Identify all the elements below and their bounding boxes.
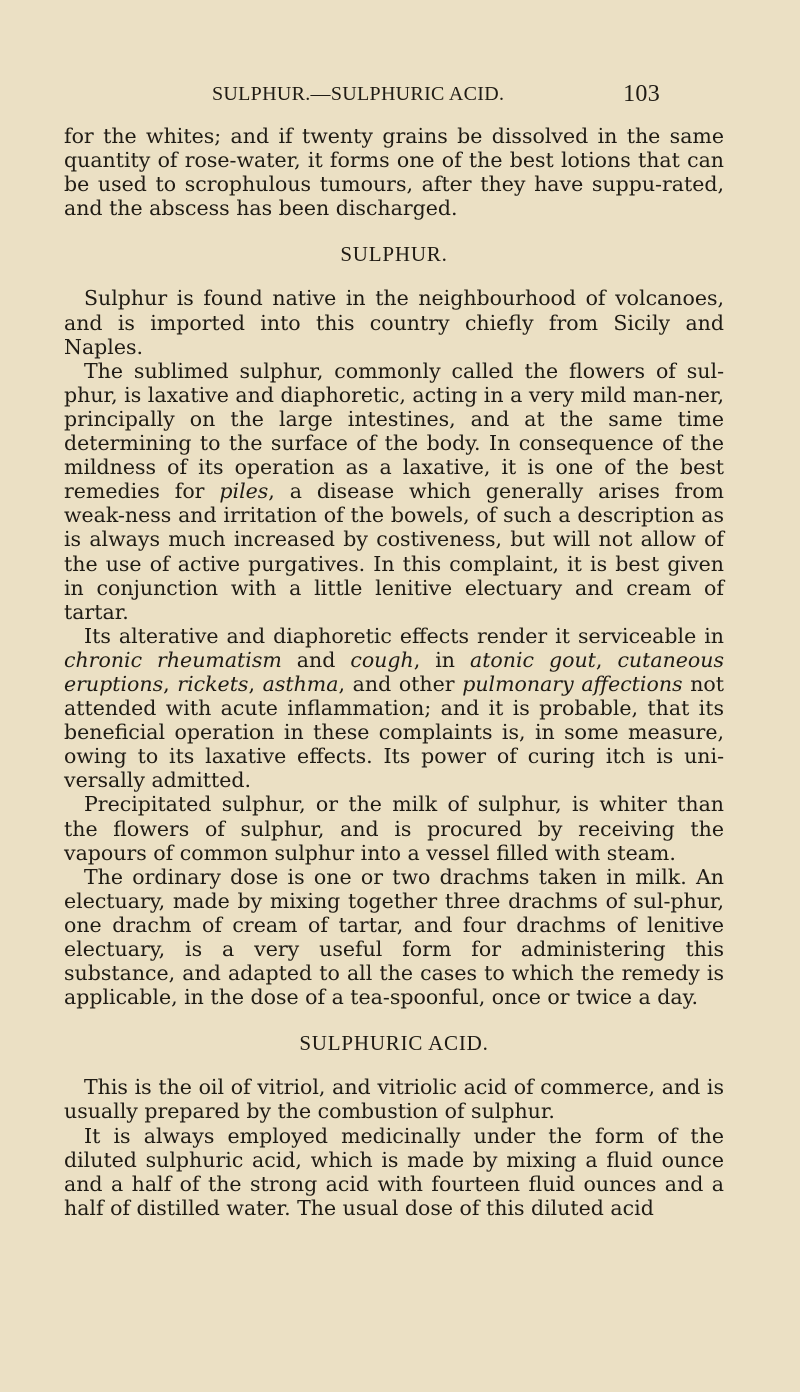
italic-term: cutaneous eruptions xyxy=(64,647,724,696)
text-segment: and xyxy=(281,647,351,672)
text-segment: , xyxy=(595,647,618,672)
sulphur-paragraph-dose: The ordinary dose is one or two drachms taken in milk. An electuary, made by mixing together three drachms of sul-phur, one drachm of cream of tartar, and four drachms of lenitive electuary, is a very useful form for administering this substance, and adapted to all the cases to which the remedy is applicable, in the dose of a tea-spoonful, once or twice a day. xyxy=(64,864,724,1010)
page-number: 103 xyxy=(623,81,660,107)
section-heading-sulphur: SULPHUR. xyxy=(340,242,448,267)
text-segment: , xyxy=(248,671,263,696)
italic-term: cough xyxy=(350,647,414,672)
italic-term: pulmonary affections xyxy=(462,671,683,696)
italic-term: atonic gout xyxy=(469,647,596,672)
italic-term: chronic rheumatism xyxy=(64,647,282,672)
text-segment: Its alterative and diaphoretic effects render it serviceable in xyxy=(84,623,724,648)
text-segment: , a disease which generally arises from weak-ness and irritation of the bowels, of such a description as is always much increased by costiveness, but will not allow of the use of active purgatives. In this complaint, it is best given in conjunction with a little lenitive electuary and cream of tartar. xyxy=(64,479,724,624)
running-title: SULPHUR.—SULPHURIC ACID. xyxy=(212,83,505,105)
sulphur-paragraph-alterative xyxy=(64,624,724,793)
text-segment: not attended with acute inflammation; and it is probable, that its beneficial operation in these complaints is, in some measure, owing to its laxative effects. Its power of curing itch is uni-versally admitted. xyxy=(64,671,724,793)
text-segment: , and other xyxy=(338,671,463,696)
section-heading-sulphuric-acid: SULPHURIC ACID. xyxy=(299,1031,489,1056)
italic-term: asthma xyxy=(262,671,339,696)
acid-paragraph-origin: This is the oil of vitriol, and vitriolic acid of commerce, and is usually prepared by the combustion of sulphur. xyxy=(64,1075,724,1124)
opening-paragraph: for the whites; and if twenty grains be dissolved in the same quantity of rose-water, it forms one of the best lotions that can be used to scrophulous tumours, after they have suppu-rated, and the abscess has been discharged. xyxy=(64,124,724,221)
text-segment: , in xyxy=(413,647,470,672)
text-segment: The sublimed sulphur, commonly called the flowers of sul-phur, is laxative and diaphoretic, acting in a very mild man-ner, principally on the large intestines, and at the same time determining to the surface of the body. In consequence of the mildness of its operation as a laxative, it is one of the best remedies for xyxy=(64,358,724,504)
sulphur-paragraph-precipitated: Precipitated sulphur, or the milk of sulphur, is whiter than the flowers of sulphur, and is procured by receiving the vapours of common sulphur into a vessel filled with steam. xyxy=(64,792,724,865)
italic-term: rickets xyxy=(177,671,249,696)
italic-term: piles xyxy=(219,479,269,504)
text-segment: , xyxy=(163,671,178,696)
sulphur-paragraph-origin: Sulphur is found native in the neighbourhood of volcanoes, and is imported into this country chiefly from Sicily and Naples. xyxy=(64,286,724,359)
running-head xyxy=(200,83,660,113)
body-text xyxy=(64,124,724,1220)
acid-paragraph-diluted: It is always employed medicinally under the form of the diluted sulphuric acid, which is made by mixing a fluid ounce and a half of the strong acid with fourteen fluid ounces and a half of distilled water. The usual dose of this diluted acid xyxy=(64,1123,724,1220)
sulphur-paragraph-flowers xyxy=(64,359,724,624)
